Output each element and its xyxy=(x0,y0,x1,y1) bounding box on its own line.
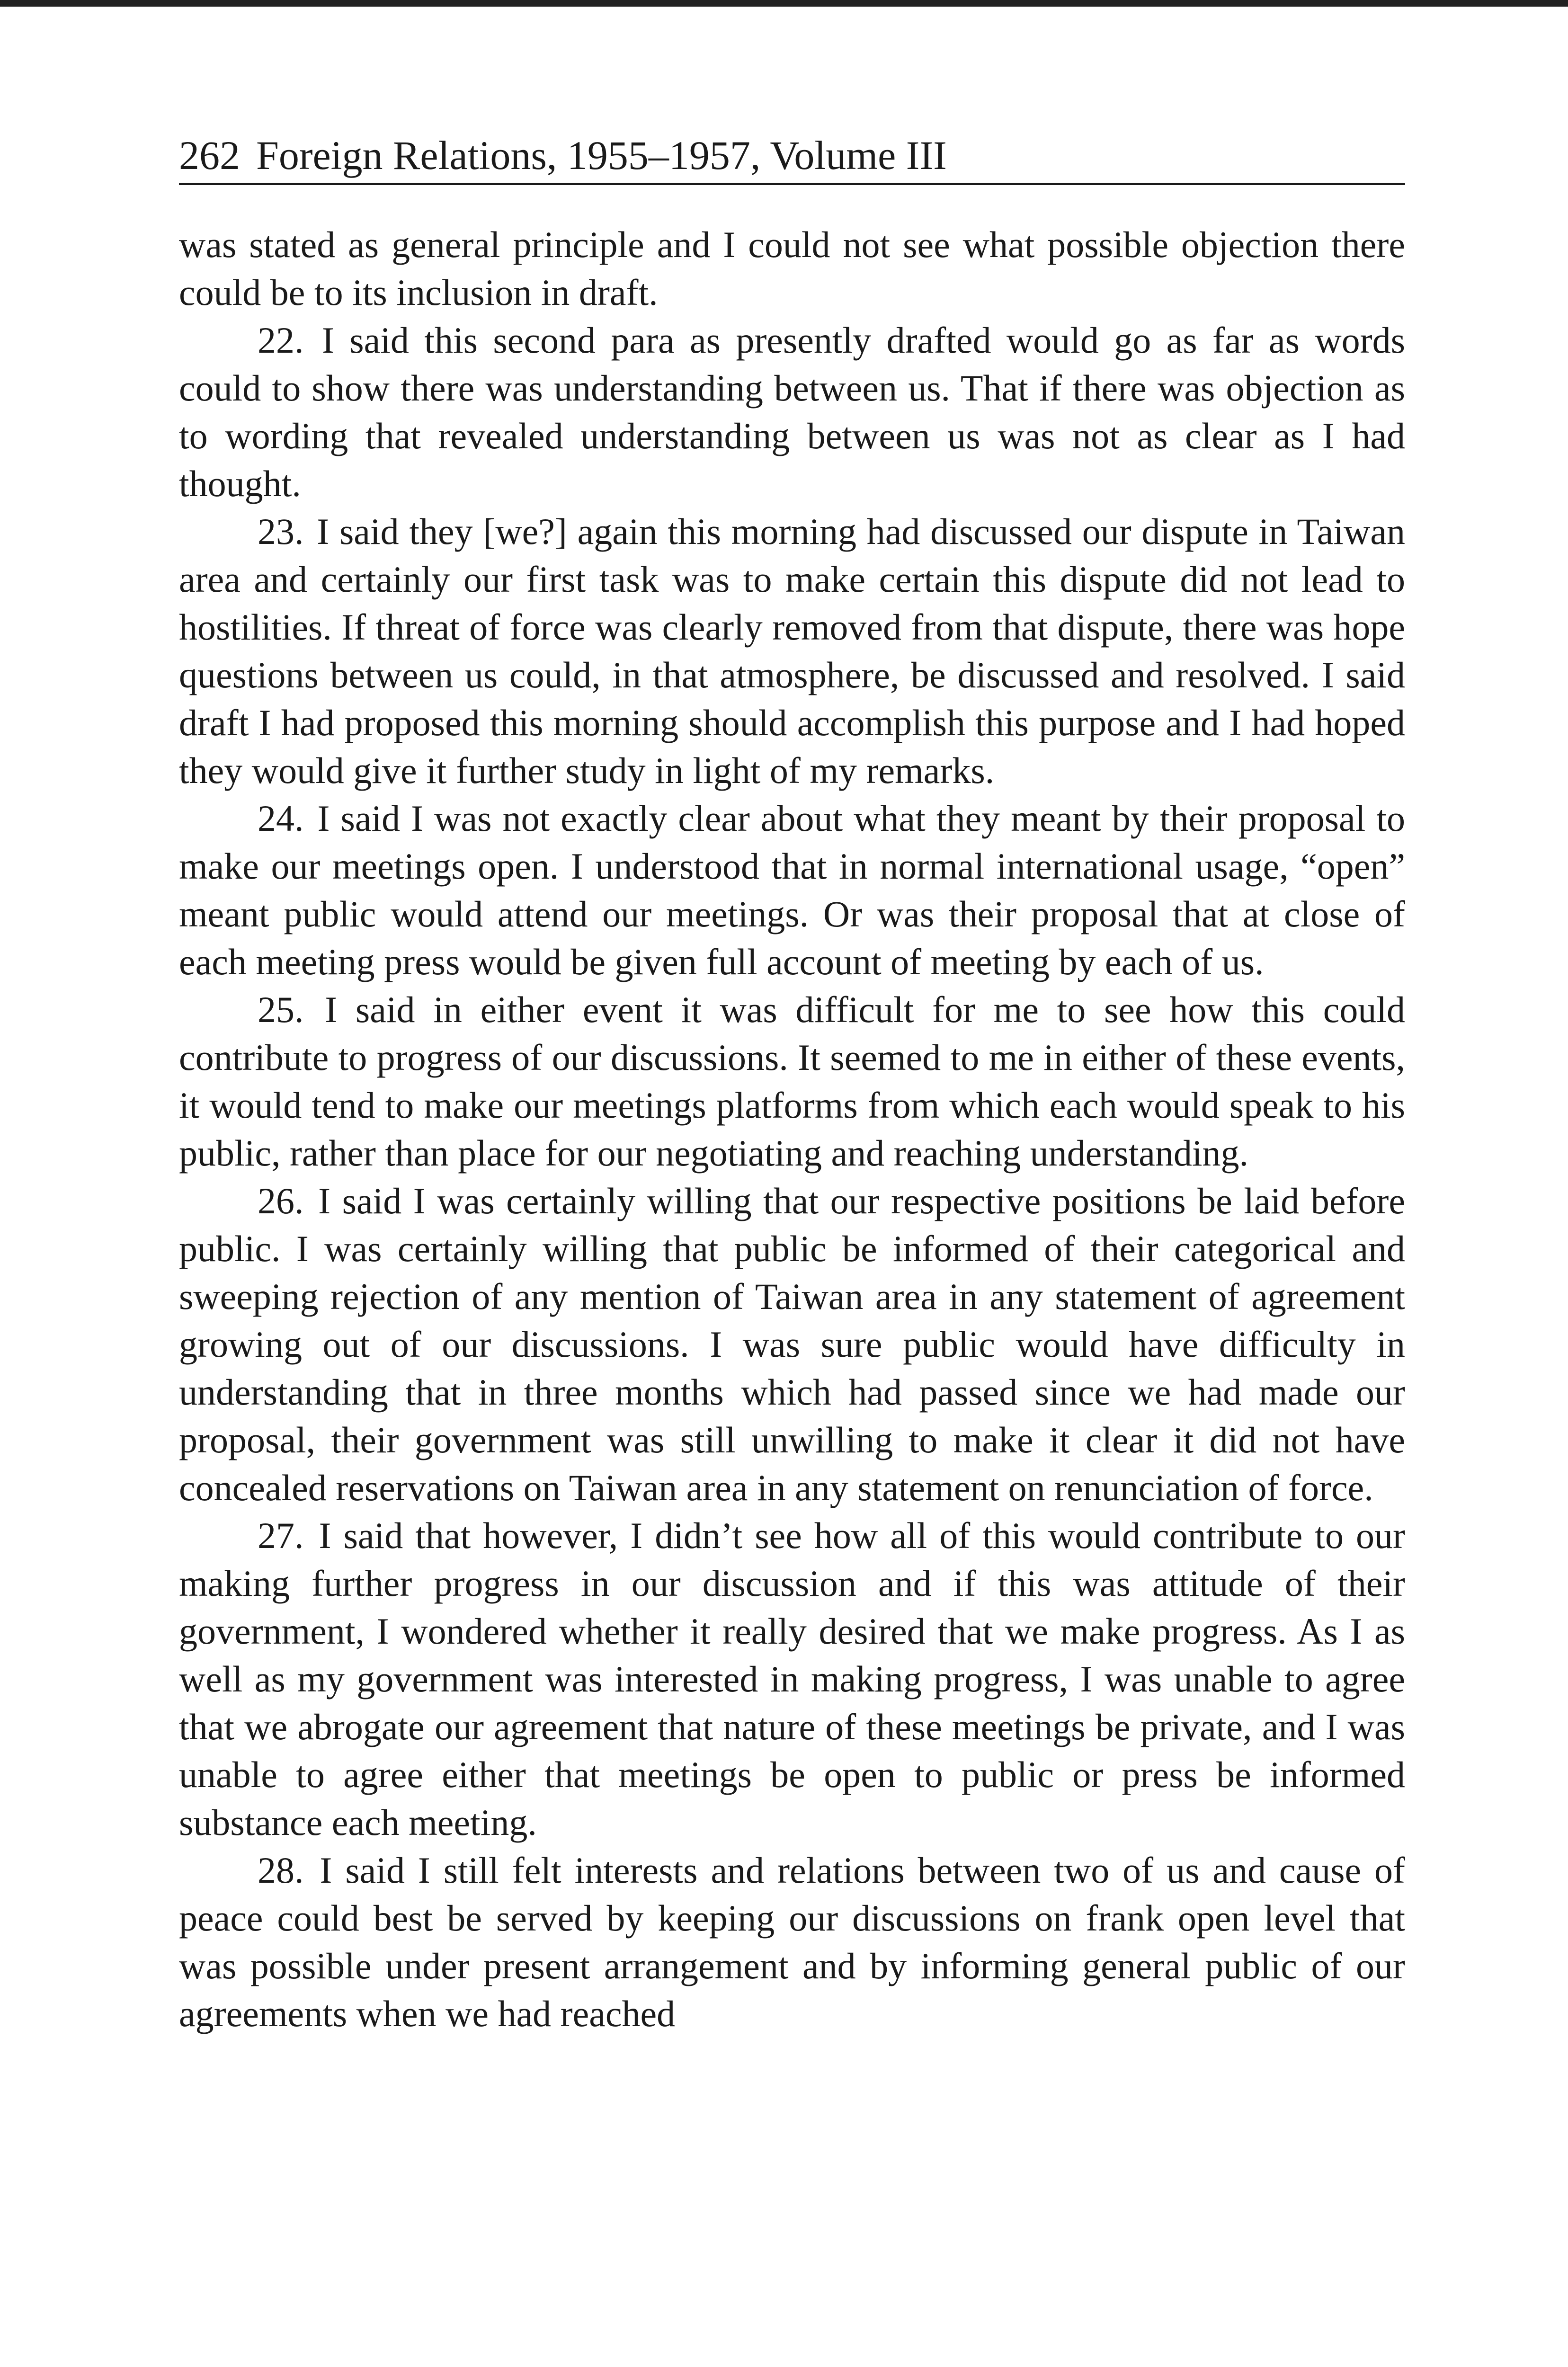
paragraph-text: I said I was certainly willing that our respective positions be laid before public. I was certainly willing that public be informed of their categorical and sweeping rejection of any mention of Taiwan area in any statement of agreement growing out of our discussions. I was sure public would have difficulty in understanding that in three months which had passed since we had made our proposal, their government was still unwilling to make it clear it did not have concealed reservations on Taiwan area in any statement on renunciation of force. xyxy=(179,1180,1406,1508)
paragraph-number: 24. xyxy=(258,798,304,839)
paragraph-24 xyxy=(179,794,1405,986)
paragraph-number: 23. xyxy=(258,511,304,552)
paragraph-continued xyxy=(179,221,1405,316)
header-rule xyxy=(179,183,1405,185)
page-number: 262 xyxy=(179,133,240,178)
paragraph-text: was stated as general principle and I could not see what possible objection there could be to its inclusion in draft. xyxy=(179,224,1405,313)
paragraph-27 xyxy=(179,1512,1405,1846)
running-head-title: Foreign Relations, 1955–1957, Volume III xyxy=(256,133,947,178)
paragraph-text: I said in either event it was difficult for me to see how this could contribute to progress of our discussions. It seemed to me in either of these events, it would tend to make our meetings platforms from which each would speak to his public, rather than place for our negotiating and reaching understanding. xyxy=(179,989,1406,1174)
top-border-rule xyxy=(0,0,1568,7)
paragraph-number: 25. xyxy=(258,989,304,1030)
paragraph-25 xyxy=(179,986,1405,1177)
running-head xyxy=(179,127,1405,184)
paragraph-number: 28. xyxy=(258,1850,304,1891)
paragraph-23 xyxy=(179,507,1405,794)
paragraph-28 xyxy=(179,1846,1405,2038)
paragraph-text: I said that however, I didn’t see how all of this would contribute to our making further progress in our discussion and if this was attitude of their government, I wondered whether it really desired that we make progress. As I as well as my government was interested in making progress, I was unable to agree that we abrogate our agreement that nature of these meetings be private, and I was unable to agree either that meetings be open to public or press be informed substance each meeting. xyxy=(179,1515,1405,1843)
paragraph-text: I said they [we?] again this morning had discussed our dispute in Taiwan area and certainly our first task was to make certain this dispute did not lead to hostilities. If threat of force was clearly removed from that dispute, there was hope questions between us could, in that atmosphere, be discussed and resolved. I said draft I had proposed this morning should accomplish this purpose and I had hoped they would give it further study in light of my remarks. xyxy=(179,511,1405,791)
paragraph-text: I said I still felt interests and relations between two of us and cause of peace could best be served by keeping our discussions on frank open level that was possible under present arrangement and by informing general public of our agreements when we had reached xyxy=(179,1850,1405,2034)
body-text xyxy=(179,221,1405,2038)
paragraph-number: 26. xyxy=(258,1180,304,1221)
paragraph-text: I said this second para as presently drafted would go as far as words could to show there was understanding between us. That if there was objection as to wording that revealed understanding between us was not as clear as I had thought. xyxy=(179,320,1405,504)
paragraph-text: I said I was not exactly clear about what they meant by their proposal to make our meetings open. I understood that in normal international usage, “open” meant public would attend our meetings. Or was their proposal that at close of each meeting press would be given full account of meeting by each of us. xyxy=(179,798,1405,982)
paragraph-number: 22. xyxy=(258,320,304,361)
paragraph-number: 27. xyxy=(258,1515,304,1556)
paragraph-22 xyxy=(179,316,1405,507)
paragraph-26 xyxy=(179,1177,1405,1512)
